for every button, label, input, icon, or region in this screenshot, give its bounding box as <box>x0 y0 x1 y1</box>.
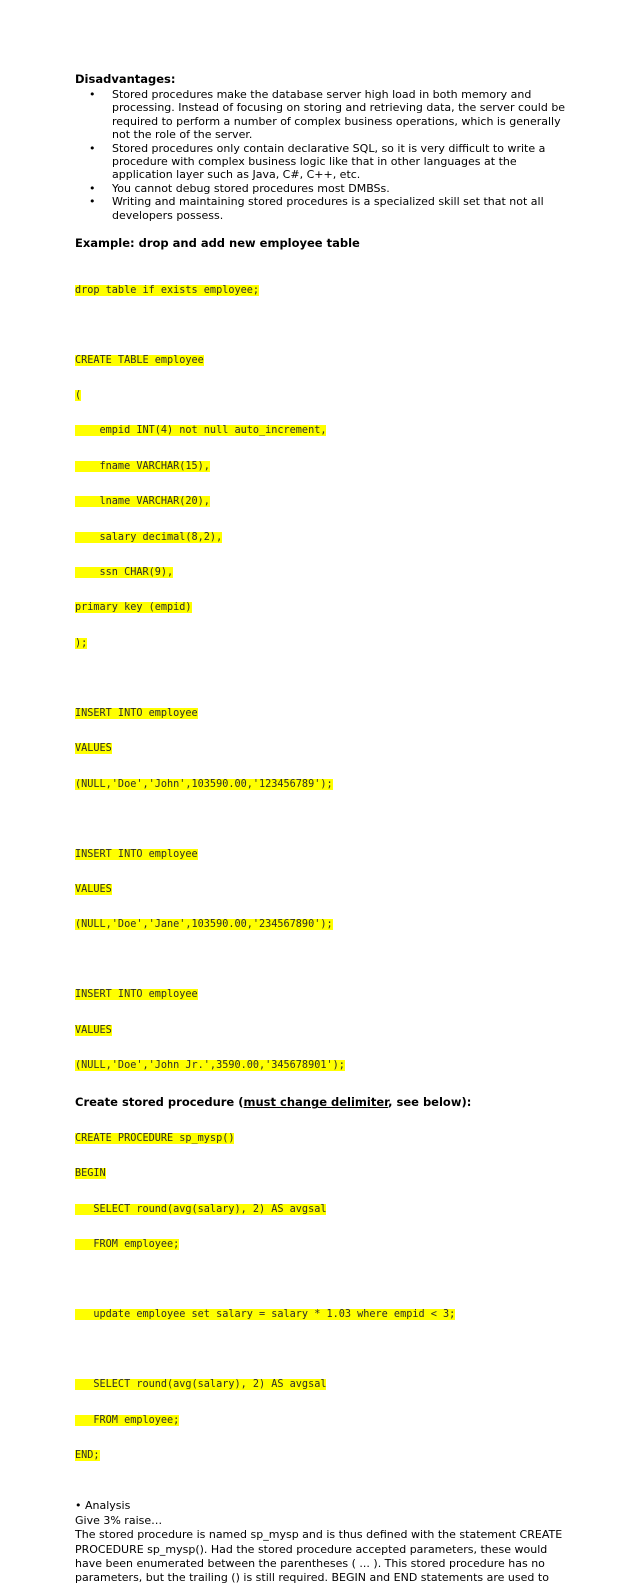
disadvantages-list <box>75 88 570 222</box>
code-line: lname VARCHAR(20), <box>75 496 210 508</box>
bullet-icon: • <box>89 88 96 101</box>
analysis-paragraph: The stored procedure is named sp_mysp and is thus defined with the statement CREATE PROCEDURE sp_mysp(). Had the stored procedure accepted parameters, these would have been enumerated between the parentheses ( ... ). This stored procedure has no parameters, but the trailing () is still required. BEGIN and END statements are used to <box>75 1528 563 1585</box>
create-table-block <box>75 331 570 673</box>
code-line: INSERT INTO employee <box>75 707 198 719</box>
drop-statement <box>75 261 570 320</box>
procedure-block-2 <box>75 1356 570 1486</box>
code-line: SELECT round(avg(salary), 2) AS avgsal <box>75 1379 327 1391</box>
procedure-block-1 <box>75 1109 570 1274</box>
code-line: fname VARCHAR(15), <box>75 460 210 472</box>
code-line: CREATE PROCEDURE sp_mysp() <box>75 1133 235 1145</box>
code-line: FROM employee; <box>75 1239 180 1251</box>
code-line: ssn CHAR(9), <box>75 566 174 578</box>
code-line: SELECT round(avg(salary), 2) AS avgsal <box>75 1203 327 1215</box>
list-item: • Writing and maintaining stored procedures is a specialized skill set that not all developers possess. <box>89 195 544 222</box>
code-line: VALUES <box>75 1024 112 1036</box>
code-line: ); <box>75 637 88 649</box>
code-line: update employee set salary = salary * 1.03 where empid < 3; <box>75 1309 456 1321</box>
analysis-line: Give 3% raise… <box>75 1513 163 1527</box>
code-line: FROM employee; <box>75 1414 180 1426</box>
code-line: salary decimal(8,2), <box>75 531 223 543</box>
bullet-icon: • <box>89 195 96 209</box>
delimiter-note: must change delimiter <box>243 1095 389 1110</box>
code-line: INSERT INTO employee <box>75 989 198 1001</box>
document-page <box>75 72 570 1586</box>
code-line: empid INT(4) not null auto_increment, <box>75 425 327 437</box>
bullet-icon: • <box>89 181 96 195</box>
code-line: VALUES <box>75 743 112 755</box>
list-item: • Stored procedures only contain declarative SQL, so it is very difficult to write a procedure with complex business logic like that in other languages at the application layer such as Java, C#, C++, etc. <box>89 141 546 182</box>
code-line: primary key (empid) <box>75 602 192 614</box>
bullet-icon: • <box>89 141 96 155</box>
code-line: (NULL,'Doe','John Jr.',3590.00,'345678901'); <box>75 1060 345 1072</box>
code-line: VALUES <box>75 883 112 895</box>
code-line: CREATE TABLE employee <box>75 354 204 366</box>
insert-block-2 <box>75 825 570 955</box>
code-line: END; <box>75 1449 100 1461</box>
code-line: drop table if exists employee; <box>75 284 260 296</box>
list-item: • Stored procedures make the database server high load in both memory and processing. Instead of focusing on storing and retrieving data, the server could be required to perform a number of complex business operations, which is generally not the role of the server. <box>89 88 566 142</box>
code-line: INSERT INTO employee <box>75 848 198 860</box>
insert-block-1 <box>75 684 570 814</box>
example-heading: Example: drop and add new employee table <box>75 236 360 251</box>
procedure-heading: Create stored procedure (must change delimiter, see below): <box>75 1095 472 1110</box>
disadvantages-heading: Disadvantages: <box>75 72 176 86</box>
code-line: (NULL,'Doe','John',103590.00,'123456789'); <box>75 778 333 790</box>
code-line: (NULL,'Doe','Jane',103590.00,'234567890'); <box>75 919 333 931</box>
analysis-bullet: • Analysis <box>75 1499 131 1513</box>
update-statement <box>75 1286 570 1345</box>
code-line: BEGIN <box>75 1168 106 1180</box>
insert-block-3 <box>75 966 570 1096</box>
list-item: • You cannot debug stored procedures most DMBSs. <box>89 181 390 195</box>
code-line: ( <box>75 390 82 402</box>
